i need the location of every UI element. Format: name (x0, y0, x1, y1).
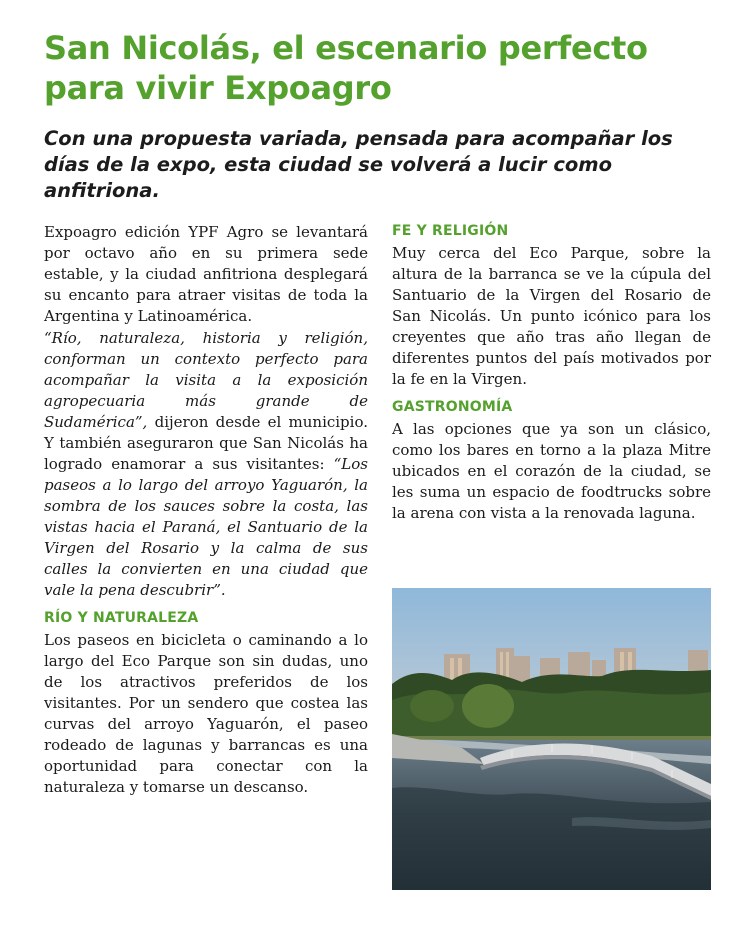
article-subtitle: Con una propuesta variada, pensada para acompañar los días de la expo, esta ciudad se volverá a lucir como anfitriona. (44, 127, 673, 202)
quote-municipality: “Río, naturaleza, historia y religión, conforman un contexto perfecto para acompañar la visita a la exposición agropecuaria más grande de Sudamérica”, (44, 329, 368, 431)
article-title: San Nicolás, el escenario perfecto para vivir Expoagro (44, 29, 648, 107)
section-text-fe: Muy cerca del Eco Parque, sobre la altura de la barranca se ve la cúpula del Santuario de la Virgen del Rosario de San Nicolás. Un punto icónico para los creyentes que año tras año llegan de diferentes puntos del país motivados por la fe en la Virgen. (392, 244, 711, 388)
quote-paragraph (44, 328, 368, 601)
quote-visitors: “Los paseos a lo largo del arroyo Yaguarón, la sombra de los sauces sobre la costa, las vistas hacia el Paraná, el Santuario de la Virgen del Rosario y la calma de sus calles la convierten en una ciudad que vale la pena descubrir”. (44, 455, 368, 599)
intro-paragraph: Expoagro edición YPF Agro se levantará por octavo año en su primera sede estable, y la ciudad anfitriona desplegará su encanto para atraer visitas de toda la Argentina y Latinoamérica. (44, 223, 368, 325)
quote-attribution: dijeron desde el municipio. Y también aseguraron que San Nicolás ha logrado enamorar a sus visitantes: (44, 413, 368, 473)
section-heading-rio: RÍO Y NATURALEZA (44, 610, 199, 626)
city-riverside-photo (392, 588, 711, 890)
section-heading-fe: FE Y RELIGIÓN (392, 223, 509, 239)
right-column (392, 222, 711, 525)
section-text-rio: Los paseos en bicicleta o caminando a lo largo del Eco Parque son sin dudas, uno de los atractivos preferidos de los visitantes. Por un sendero que costea las curvas del arroyo Yaguarón, el paseo rodeado de lagunas y barrancas es una oportunidad para conectar con la naturaleza y tomarse un descanso. (44, 631, 368, 796)
left-column (44, 222, 368, 799)
photo-illustration (392, 588, 711, 890)
section-heading-gastronomia: GASTRONOMÍA (392, 399, 513, 415)
section-text-gastronomia: A las opciones que ya son un clásico, como los bares en torno a la plaza Mitre ubicados en el corazón de la ciudad, se les suma un espacio de foodtrucks sobre la arena con vista a la renovada laguna. (392, 420, 711, 522)
